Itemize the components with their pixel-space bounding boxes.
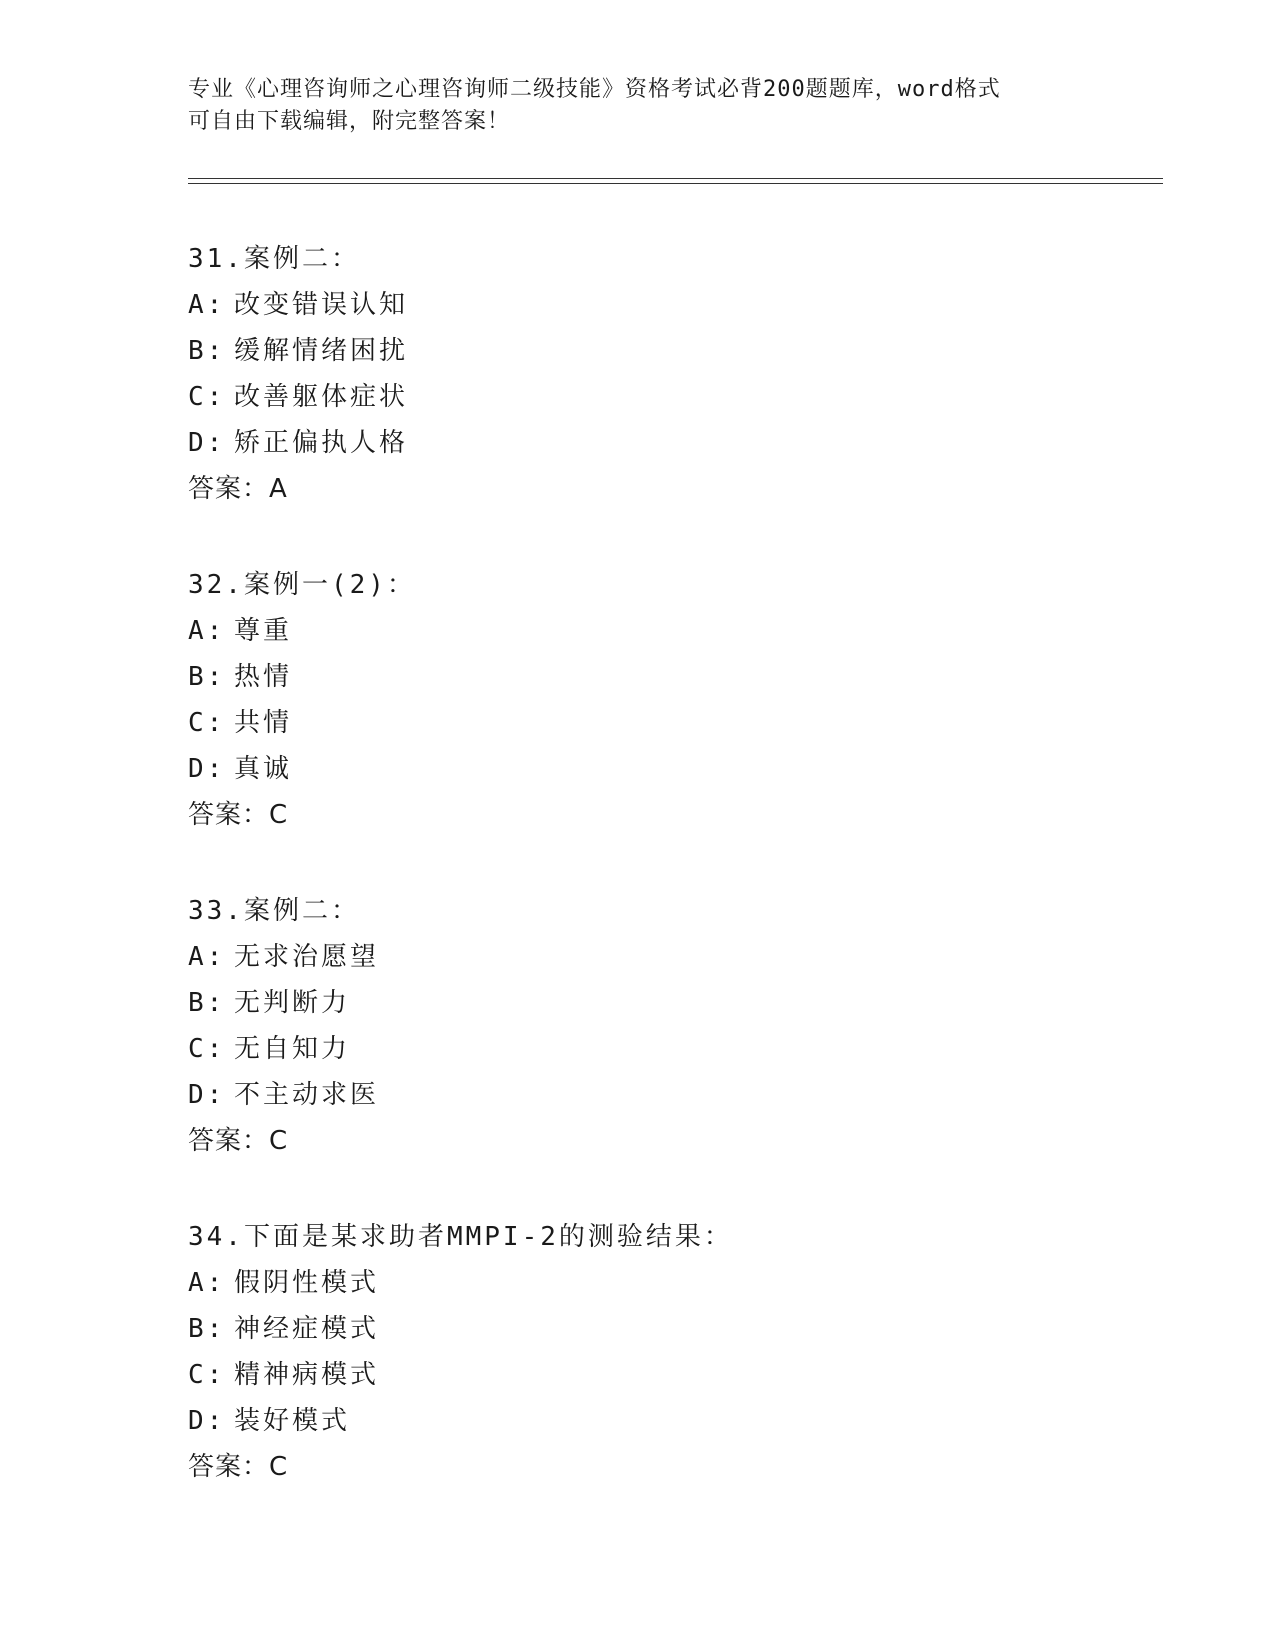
option-letter: B: bbox=[188, 662, 226, 692]
option-letter: A: bbox=[188, 942, 226, 972]
option-letter: A: bbox=[188, 616, 226, 646]
option-d bbox=[188, 746, 1088, 792]
option-text: 无自知力 bbox=[234, 1034, 351, 1064]
option-c bbox=[188, 1026, 1088, 1072]
option-letter: C: bbox=[188, 382, 226, 412]
option-text: 热情 bbox=[234, 662, 293, 692]
option-letter: A: bbox=[188, 290, 226, 320]
header-divider-bottom bbox=[188, 183, 1163, 184]
option-text: 改善躯体症状 bbox=[234, 382, 409, 412]
option-letter: A: bbox=[188, 1268, 226, 1298]
question-list bbox=[188, 236, 1088, 1540]
option-letter: D: bbox=[188, 1406, 226, 1436]
option-d bbox=[188, 420, 1088, 466]
option-text: 改变错误认知 bbox=[234, 290, 409, 320]
option-text: 缓解情绪困扰 bbox=[234, 336, 409, 366]
option-a bbox=[188, 608, 1088, 654]
question-31 bbox=[188, 236, 1088, 512]
document-header bbox=[188, 74, 1088, 138]
option-letter: D: bbox=[188, 1080, 226, 1110]
option-b bbox=[188, 654, 1088, 700]
question-stem: 31.案例二： bbox=[188, 244, 360, 274]
option-c bbox=[188, 700, 1088, 746]
option-c bbox=[188, 1352, 1088, 1398]
option-letter: D: bbox=[188, 754, 226, 784]
option-letter: B: bbox=[188, 988, 226, 1018]
header-line-2: 可自由下载编辑，附完整答案！ bbox=[188, 109, 511, 134]
option-text: 尊重 bbox=[234, 616, 293, 646]
option-a bbox=[188, 1260, 1088, 1306]
option-text: 装好模式 bbox=[234, 1406, 351, 1436]
header-divider-top bbox=[188, 178, 1163, 179]
option-b bbox=[188, 1306, 1088, 1352]
option-text: 假阴性模式 bbox=[234, 1268, 380, 1298]
question-33 bbox=[188, 888, 1088, 1164]
option-b bbox=[188, 328, 1088, 374]
answer-label: 答案：C bbox=[188, 1126, 289, 1156]
option-letter: B: bbox=[188, 336, 226, 366]
answer-label: 答案：C bbox=[188, 800, 289, 830]
header-line-1: 专业《心理咨询师之心理咨询师二级技能》资格考试必背200题题库，word格式 bbox=[188, 77, 1001, 102]
question-stem: 33.案例二： bbox=[188, 896, 360, 926]
question-32 bbox=[188, 562, 1088, 838]
option-letter: C: bbox=[188, 708, 226, 738]
option-letter: C: bbox=[188, 1360, 226, 1390]
option-a bbox=[188, 934, 1088, 980]
option-b bbox=[188, 980, 1088, 1026]
answer-label: 答案：C bbox=[188, 1452, 289, 1482]
option-text: 矫正偏执人格 bbox=[234, 428, 409, 458]
question-stem: 32.案例一(2)： bbox=[188, 570, 416, 600]
option-d bbox=[188, 1072, 1088, 1118]
option-letter: C: bbox=[188, 1034, 226, 1064]
option-text: 共情 bbox=[234, 708, 293, 738]
option-letter: B: bbox=[188, 1314, 226, 1344]
option-text: 不主动求医 bbox=[234, 1080, 380, 1110]
option-text: 无判断力 bbox=[234, 988, 351, 1018]
question-34 bbox=[188, 1214, 1088, 1490]
answer-label: 答案：A bbox=[188, 474, 288, 504]
option-text: 神经症模式 bbox=[234, 1314, 380, 1344]
option-text: 真诚 bbox=[234, 754, 293, 784]
option-d bbox=[188, 1398, 1088, 1444]
option-text: 无求治愿望 bbox=[234, 942, 380, 972]
option-text: 精神病模式 bbox=[234, 1360, 380, 1390]
question-stem: 34.下面是某求助者MMPI-2的测验结果： bbox=[188, 1222, 733, 1252]
option-a bbox=[188, 282, 1088, 328]
option-letter: D: bbox=[188, 428, 226, 458]
option-c bbox=[188, 374, 1088, 420]
